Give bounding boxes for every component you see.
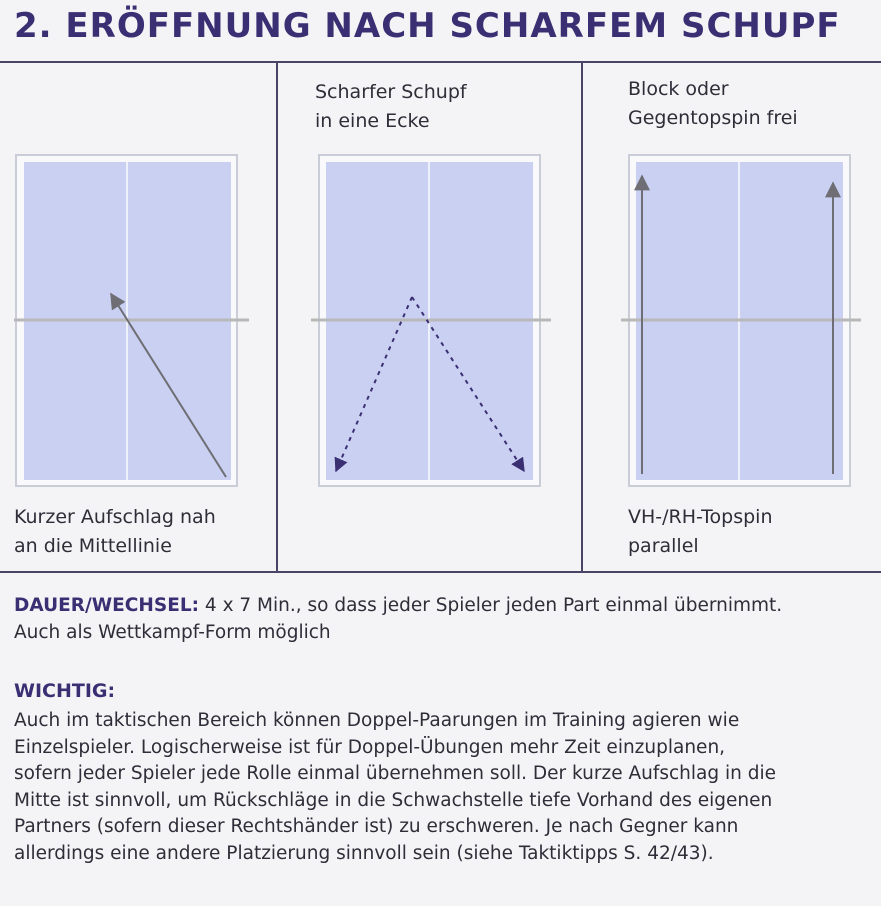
table-panel-1 — [14, 155, 249, 486]
panel-1-caption-bottom: Kurzer Aufschlag nah an die Mittellinie — [14, 506, 216, 557]
duration-section — [14, 593, 782, 646]
important-heading: WICHTIG: — [14, 680, 116, 702]
duration-text-2: Auch als Wettkampf-Form möglich — [14, 621, 331, 643]
duration-label: DAUER/WECHSEL: — [14, 595, 200, 616]
important-text: Auch im taktischen Bereich können Doppel-Paarungen im Training agieren wie Einzelspieler. Logischerweise ist für Doppel-Übungen mehr Zeit einzuplanen, sofern jeder Spieler jede Rolle einmal übernehmen soll. Der kurze Aufschlag in die Mitte ist sinnvoll, um Rückschläge in die Schwachstelle tiefe Vorhand des eigenen Partners (sofern dieser Rechtshänder ist) zu erschweren. Je nach Gegner kann allerdings eine andere Platzierung sinnvoll sein (siehe Taktiktipps S. 42/43). — [14, 710, 776, 864]
page-title: 2. ERÖFFNUNG NACH SCHARFEM SCHUPF — [14, 6, 841, 46]
table-panel-2 — [311, 155, 551, 486]
panel-2-caption-top: Scharfer Schupf in eine Ecke — [315, 81, 467, 132]
panel-3-caption-top: Block oder Gegentopspin frei — [628, 78, 798, 129]
table-panel-3 — [621, 155, 861, 486]
panel-3-caption-bottom: VH-/RH-Topspin parallel — [628, 506, 773, 557]
duration-text: 4 x 7 Min., so dass jeder Spieler jeden Part einmal übernimmt. — [199, 595, 783, 616]
